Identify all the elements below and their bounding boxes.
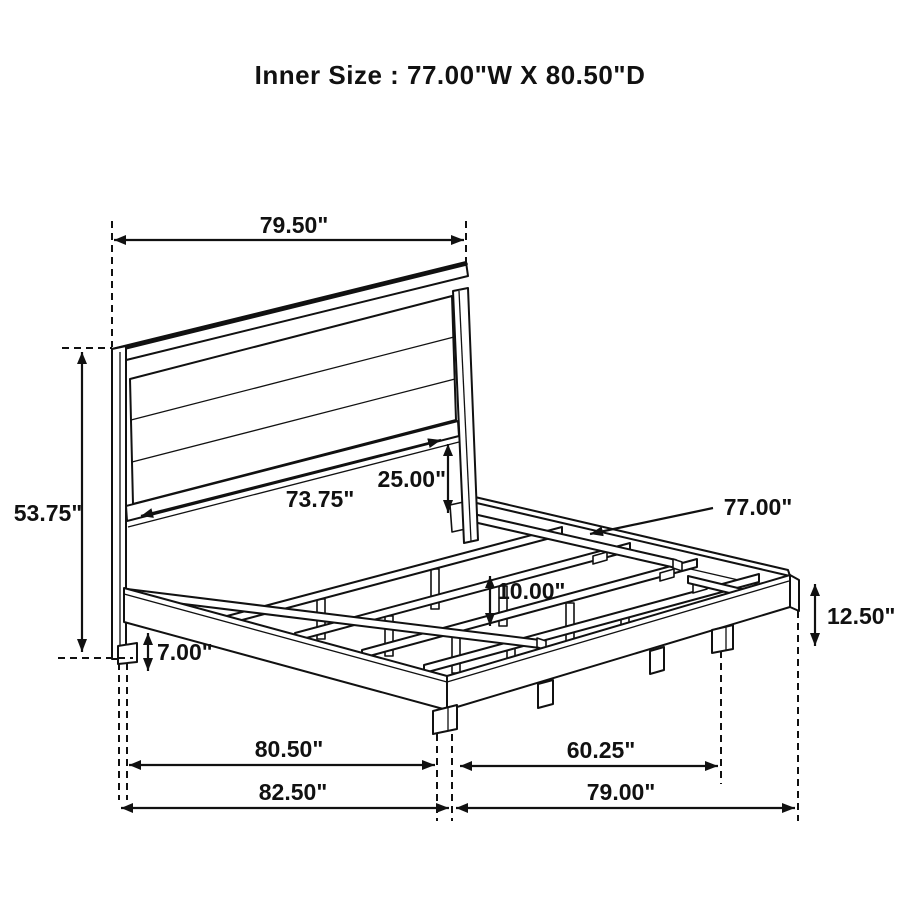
foot-leg [712,625,733,653]
dim-label-headboard-panel-height: 25.00" [377,466,446,492]
foot-rail-end-cap [790,575,799,611]
dimension-rail-floor-clearance [148,633,213,671]
dim-label-headboard-height: 53.75" [13,500,83,526]
dim-label-inner-depth: 80.50" [254,736,324,762]
dimension-footboard-rail-height [815,584,895,646]
dimension-frame-depth [456,779,795,808]
dim-label-frame-depth: 79.00" [586,779,656,805]
dim-label-headboard-inner-width: 73.75" [285,486,355,512]
slat-support [452,633,460,673]
dimension-center-leg-span [460,737,718,766]
dim-label-slat-height: 10.00" [497,578,566,604]
dimension-inner-depth [129,736,435,765]
foot-leg [650,647,664,674]
dim-label-center-leg-span: 60.25" [566,737,636,763]
dimension-overall-depth [121,779,449,808]
dim-label-rail-floor-clearance: 7.00" [157,639,213,665]
dim-label-slat-length: 77.00" [723,494,793,520]
dim-label-overall-depth: 82.50" [258,779,328,805]
slat-support [566,603,574,643]
dimension-overall-width [114,212,464,240]
front-corner-leg [433,705,457,734]
dim-label-footboard-rail-height: 12.50" [827,603,896,629]
dim-label-overall-width: 79.50" [259,212,329,238]
diagram-title: Inner Size : 77.00"W X 80.50"D [254,60,646,90]
dimension-slat-length [590,494,792,534]
dimension-headboard-height [14,352,82,652]
foot-leg [538,680,553,708]
headboard-post-foot [118,643,137,664]
